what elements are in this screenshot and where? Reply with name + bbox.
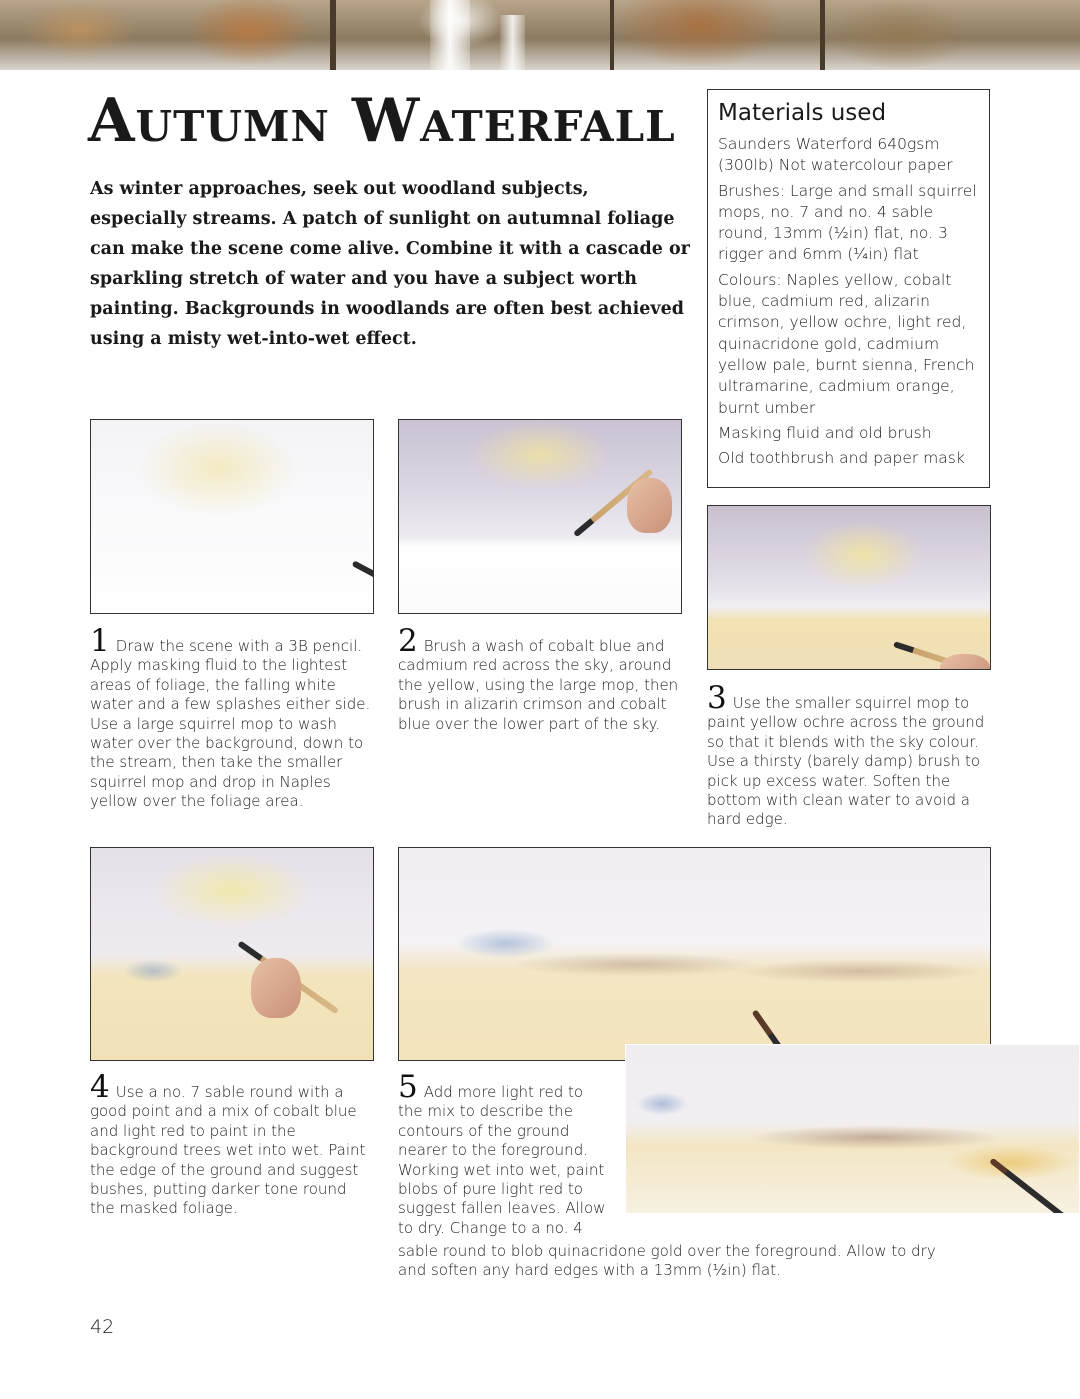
materials-box (707, 89, 990, 488)
step-number: 1 (90, 623, 110, 659)
tree-trunk-detail (610, 0, 614, 70)
materials-item: Brushes: Large and small squirrel mops, no. 7 and no. 4 sable round, 13mm (½in) flat, no. 3 rigger and 6mm (¼in) flat (718, 181, 977, 264)
step-number: 2 (398, 623, 418, 659)
step-4-text (90, 1069, 374, 1219)
step-1-text (90, 623, 374, 812)
materials-item: Old toothbrush and paper mask (718, 449, 965, 468)
painting-wash (91, 420, 373, 613)
materials-item: Saunders Waterford 640gsm (300lb) Not watercolour paper (718, 135, 953, 175)
painting-wash (626, 1045, 1079, 1213)
step-description: Brush a wash of cobalt blue and cadmium red across the sky, around the yellow, using the large mop, then brush in alizarin crimson and cobalt blue over the lower part of the sky. (398, 637, 679, 733)
painting-wash (708, 506, 990, 669)
step-5-detail-photo (625, 1044, 1080, 1214)
page-title: Autumn Waterfall (88, 86, 676, 156)
painting-wash (399, 848, 990, 1060)
materials-item: Masking fluid and old brush (718, 423, 932, 442)
materials-item: Colours: Naples yellow, cobalt blue, cadmium red, alizarin crimson, yellow ochre, light red, quinacridone gold, cadmium yellow pale, burnt sienna, French ultramarine, cadmium orange, burnt umber (718, 270, 975, 417)
hand-illustration (251, 958, 301, 1018)
step-5-photo (398, 847, 991, 1061)
waterfall-detail (500, 15, 525, 70)
step-number: 3 (707, 680, 727, 716)
step-number: 4 (90, 1069, 110, 1105)
waterfall-detail (430, 0, 470, 70)
step-5-text-continued: sable round to blob quinacridone gold over the foreground. Allow to dry and soften any hard edges with a 13mm (½in) flat. (398, 1242, 936, 1280)
step-description: Use a no. 7 sable round with a good point and a mix of cobalt blue and light red to paint in the background trees wet into wet. Paint the edge of the ground and suggest bushes, putting darker tone round the masked foliage. (90, 1083, 366, 1218)
page-number: 42 (90, 1316, 115, 1338)
step-description: Add more light red to the mix to describe the contours of the ground nearer to the foreground. Working wet into wet, paint blobs of pure light red to suggest fallen leaves. Allow to dry. Change to a no. 4 (398, 1083, 606, 1237)
step-5-text (398, 1069, 608, 1238)
step-description: Use the smaller squirrel mop to paint yellow ochre across the ground so that it blends with the sky colour. Use a thirsty (barely damp) brush to pick up excess water. Soften the bottom with clean water to avoid a hard edge. (707, 694, 985, 829)
intro-paragraph: As winter approaches, seek out woodland subjects, especially streams. A patch of sunlight on autumnal foliage can make the scene come alive. Combine it with a cascade or sparkling stretch of water and you have a subject worth painting. Backgrounds in woodlands are often best achieved using a misty wet-into-wet effect. (90, 179, 690, 349)
header-banner-painting (0, 0, 1080, 70)
hand-illustration (627, 478, 672, 533)
step-number: 5 (398, 1069, 418, 1105)
tree-trunk-detail (330, 0, 336, 70)
materials-heading: Materials used (718, 100, 887, 126)
step-description: Draw the scene with a 3B pencil. Apply masking fluid to the lightest areas of foliage, the falling white water and a few splashes either side. Use a large squirrel mop to wash water over the background, down to the stream, then take the smaller squirrel mop and drop in Naples yellow over the foliage area. (90, 637, 371, 811)
step-3-text (707, 680, 991, 830)
tree-trunk-detail (820, 0, 825, 70)
step-2-text (398, 623, 682, 734)
painting-wash (91, 848, 373, 1060)
step-1-photo (90, 419, 374, 614)
step-2-photo (398, 419, 682, 614)
step-4-photo (90, 847, 374, 1061)
step-3-photo (707, 505, 991, 670)
